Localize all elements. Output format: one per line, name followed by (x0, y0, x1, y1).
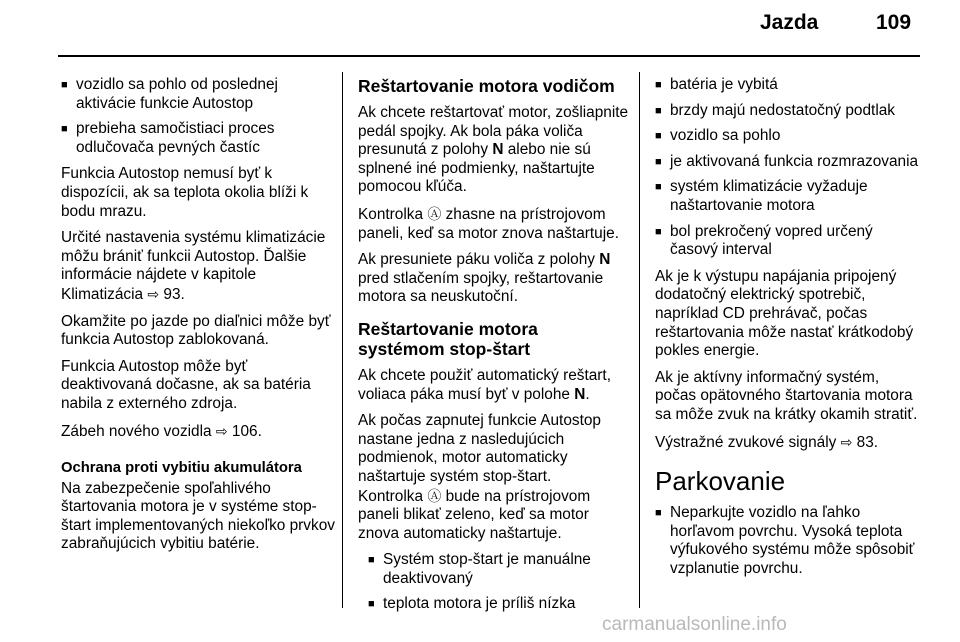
bullet-list (368, 551, 630, 614)
list-item: ■ Neparkujte vozidlo na ľahko horľavom povrchu. Vysoká teplota výfukového systému môže spôsobiť vzplanutie povrchu. (655, 504, 923, 578)
ref-arrow-icon: ⇨ (215, 422, 228, 439)
header-rule (58, 55, 920, 57)
column-divider-2 (639, 72, 640, 608)
paragraph: Ak chcete reštartovať motor, zošliapnite pedál spojky. Ak bola páka voliča presunutá z polohy N alebo nie sú splnené iné podmienky, naštartujte pomocou kľúča. (358, 104, 629, 196)
section-heading: Reštartovanie motora vodičom (358, 76, 615, 96)
paragraph: Okamžite po jazde po diaľnici môže byť funkcia Autostop zablokovaná. (61, 312, 331, 349)
list-item: ■ vozidlo sa pohlo od poslednej aktivácie funkcie Autostop (61, 76, 336, 113)
page-ref: 93. (163, 285, 185, 303)
list-item: ■ systém klimatizácie vyžaduje naštartovanie motora (655, 178, 923, 215)
paragraph: Zábeh nového vozidla ⇨ 106. (61, 422, 262, 440)
autostop-indicator-icon: Ⓐ (427, 487, 442, 504)
list-item: ■ Systém stop-štart je manuálne deaktivovaný (368, 551, 630, 588)
list-item: ■ batéria je vybitá (655, 76, 923, 95)
paragraph: Kontrolka Ⓐ zhasne na prístrojovom paneli, keď sa motor znova naštartuje. (358, 205, 619, 242)
list-item: ■ je aktivovaná funkcia rozmrazovania (655, 153, 923, 172)
column-1 (61, 76, 336, 562)
bullet-list (61, 76, 336, 157)
page-header-title: Jazda (760, 11, 819, 34)
paragraph: Ak počas zapnutej funkcie Autostop nastane jedna z nasledujúcich podmienok, motor automaticky naštartuje systém stop-štart. (358, 412, 601, 485)
paragraph: Určité nastavenia systému klimatizácie môžu brániť funkcii Autostop. Ďalšie informácie nájdete v kapitole Klimatizácia ⇨ 93. (61, 229, 326, 303)
paragraph: Výstražné zvukové signály ⇨ 83. (655, 433, 879, 451)
paragraph: Funkcia Autostop nemusí byť k dispozícii, ak sa teplota okolia blíži k bodu mrazu. (61, 165, 309, 220)
list-item: ■ teplota motora je príliš nízka (368, 595, 630, 614)
section-heading: Ochrana proti vybitiu akumulátora (61, 460, 302, 477)
paragraph: Funkcia Autostop môže byť deaktivovaná dočasne, ak sa batéria nabila z externého zdroja. (61, 357, 311, 412)
page-ref: 106. (231, 422, 262, 440)
list-item: ■ prebieha samočistiaci proces odlučovača pevných častíc (61, 120, 336, 157)
paragraph: Ak je k výstupu napájania pripojený dodatočný elektrický spotrebič, napríklad CD prehrávač, počas reštartovania môže nastať krátkodobý pokles energie. (655, 267, 914, 360)
paragraph: Kontrolka Ⓐ bude na prístrojovom paneli blikať zeleno, keď sa motor znova automaticky naštartuje. (358, 487, 591, 542)
page-ref: 83. (856, 433, 879, 451)
column-divider-1 (342, 72, 343, 608)
list-item: ■ brzdy majú nedostatočný podtlak (655, 102, 923, 121)
section-heading: Parkovanie (655, 466, 786, 497)
bullet-list (655, 76, 923, 260)
list-item: ■ vozidlo sa pohlo (655, 127, 923, 146)
section-heading: Reštartovanie motora systémom stop-štart (358, 318, 538, 359)
bullet-list (655, 504, 923, 578)
column-3 (655, 76, 923, 586)
page-number: 109 (876, 11, 912, 34)
ref-arrow-icon: ⇨ (147, 285, 160, 302)
list-item: ■ bol prekročený vopred určený časový interval (655, 223, 923, 260)
watermark: carmanualsonline.info (602, 614, 787, 635)
paragraph: Ak presuniete páku voliča z polohy N pred stlačením spojky, reštartovanie motora sa neuskutoční. (358, 251, 611, 306)
ref-arrow-icon: ⇨ (840, 433, 853, 450)
paragraph: Ak chcete použiť automatický reštart, voliaca páka musí byť v polohe N. (358, 366, 611, 403)
paragraph: Ak je aktívny informačný systém, počas opätovného štartovania motora sa môže zvuk na krátky okamih stratiť. (655, 368, 918, 423)
column-2 (358, 76, 630, 622)
autostop-indicator-icon: Ⓐ (427, 205, 442, 222)
paragraph: Na zabezpečenie spoľahlivého štartovania motora je v systéme stop-štart implementovaných niekoľko prvkov zabraňujúcich vybitiu batérie. (61, 479, 335, 553)
